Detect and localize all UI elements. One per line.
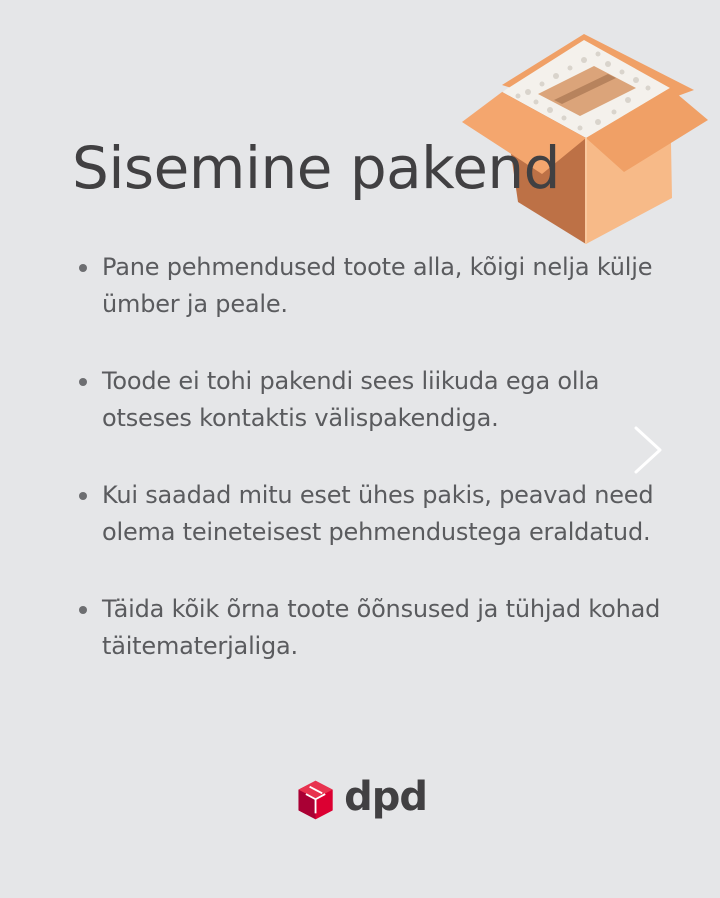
instruction-list — [102, 249, 662, 705]
list-item — [102, 363, 662, 437]
bullet-dot-icon — [79, 492, 87, 500]
logo-text: dpd — [344, 774, 427, 820]
page-title: Sisemine pakend — [72, 134, 560, 202]
chevron-right-icon[interactable] — [630, 424, 666, 476]
list-item-text: Toode ei tohi pakendi sees liikuda ega olla otseses kontaktis välispakendiga. — [102, 367, 600, 432]
bullet-dot-icon — [79, 378, 87, 386]
list-item — [102, 477, 662, 551]
dpd-logo — [297, 771, 427, 829]
dpd-cube-icon — [297, 772, 334, 828]
bullet-dot-icon — [79, 264, 87, 272]
list-item-text: Pane pehmendused toote alla, kõigi nelja külje ümber ja peale. — [102, 253, 653, 318]
list-item-text: Täida kõik õrna toote õõnsused ja tühjad kohad täitematerjaliga. — [102, 595, 661, 660]
list-item — [102, 591, 662, 665]
list-item-text: Kui saadad mitu eset ühes pakis, peavad need olema teineteisest pehmendustega eraldatud. — [102, 481, 654, 546]
list-item — [102, 249, 662, 323]
bullet-dot-icon — [79, 606, 87, 614]
